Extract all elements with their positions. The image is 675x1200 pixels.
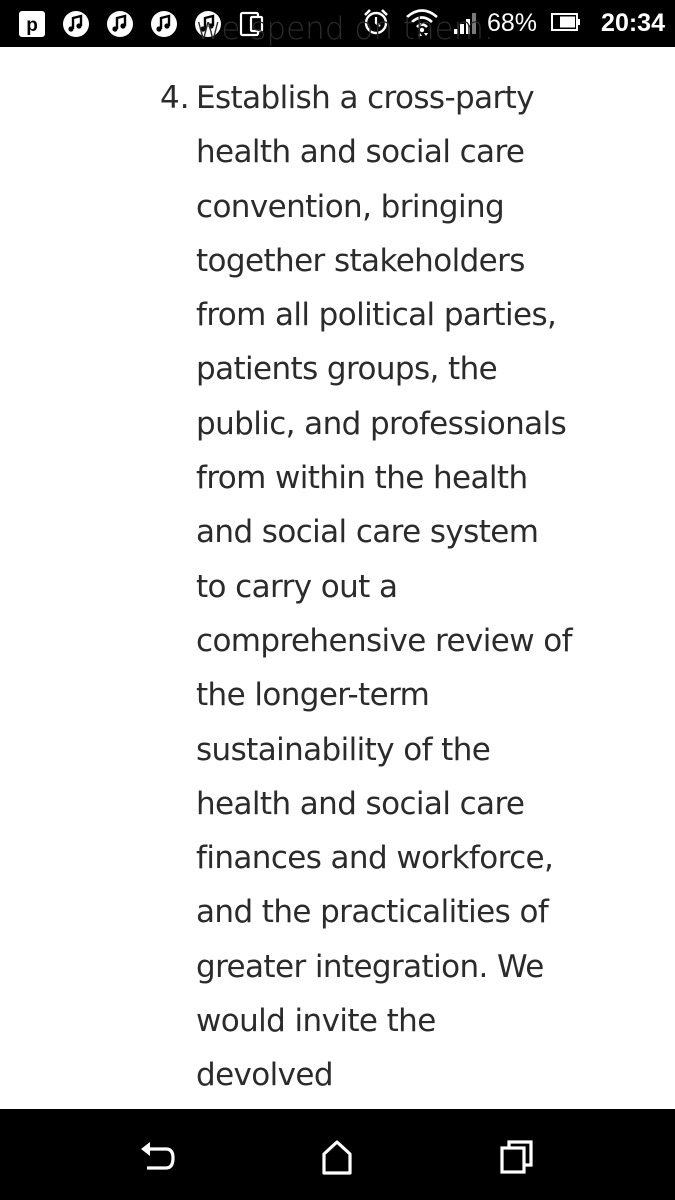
music-app-icon xyxy=(150,10,178,38)
back-icon[interactable] xyxy=(138,1137,178,1177)
text-line: sustainability of the xyxy=(196,731,491,768)
text-line: would invite the xyxy=(196,1003,436,1040)
home-icon[interactable] xyxy=(317,1137,357,1177)
text-line: from all political parties, xyxy=(196,297,557,334)
text-line: convention, bringing xyxy=(196,188,505,225)
text-line: comprehensive review of xyxy=(196,622,572,659)
text-line: greater integration. We xyxy=(196,948,544,985)
navigation-bar xyxy=(0,1109,675,1200)
previous-item-tail: we spend on them. xyxy=(196,11,494,47)
list-item-number: 4. xyxy=(160,80,190,116)
text-line: devolved xyxy=(196,1057,333,1094)
battery-icon xyxy=(551,12,581,36)
text-line: health and social care xyxy=(196,134,525,171)
text-line: to carry out a xyxy=(196,568,398,605)
music-app-icon xyxy=(62,10,90,38)
text-line: Establish a cross-party xyxy=(196,80,534,116)
battery-percentage: 68% xyxy=(487,9,538,37)
text-line: finances and workforce, xyxy=(196,840,554,877)
recents-icon[interactable] xyxy=(497,1137,537,1177)
svg-text:p: p xyxy=(26,15,38,36)
clock: 20:34 xyxy=(601,9,665,37)
text-line: together stakeholders xyxy=(196,242,525,279)
list-item-text xyxy=(196,71,666,1103)
text-line: public, and professionals xyxy=(196,405,567,442)
text-line: and social care system xyxy=(196,514,539,551)
music-app-icon xyxy=(106,10,134,38)
text-line: patients groups, the xyxy=(196,351,498,388)
text-line: the longer-term xyxy=(196,677,430,714)
text-line: and the practicalities of xyxy=(196,894,549,931)
text-line: from within the health xyxy=(196,460,528,497)
parking-app-icon xyxy=(18,10,46,38)
text-line: health and social care xyxy=(196,785,525,822)
